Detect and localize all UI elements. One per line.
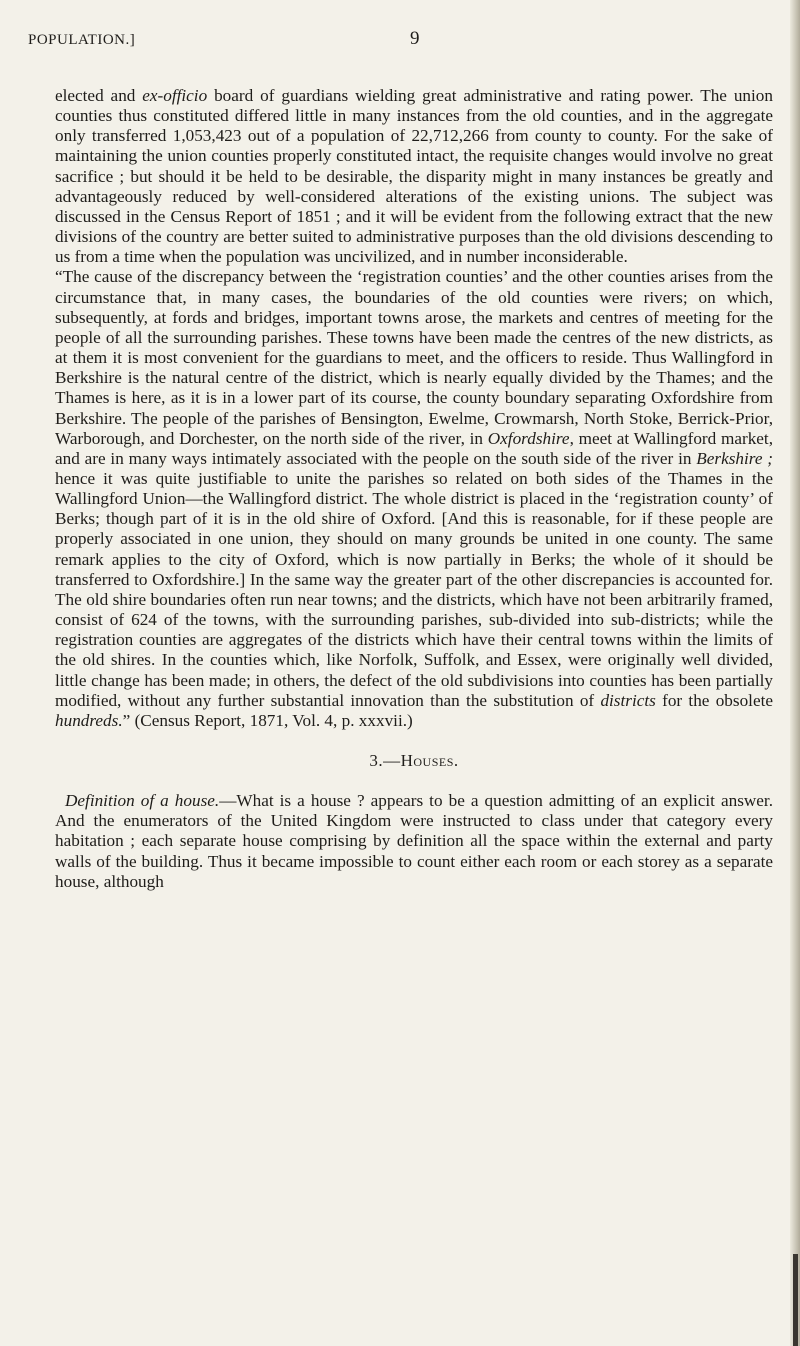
definition-title: Definition of a house. bbox=[65, 791, 220, 811]
paragraph-elected-board bbox=[55, 86, 773, 267]
paragraph-census-quote bbox=[55, 267, 773, 731]
running-head-section: POPULATION.] bbox=[28, 32, 136, 48]
page-edge-shadow bbox=[790, 0, 800, 1346]
text-run: ” (Census Report, 1871, Vol. 4, p. xxxvii.) bbox=[122, 710, 413, 730]
italic-text: ex-officio bbox=[142, 86, 208, 105]
running-head bbox=[28, 28, 768, 58]
section-heading bbox=[55, 751, 773, 771]
italic-text: Berkshire ; bbox=[696, 448, 774, 468]
italic-text: Oxfordshire bbox=[487, 428, 570, 448]
italic-text: districts bbox=[600, 690, 656, 710]
section-number: 3.— bbox=[369, 751, 401, 770]
text-run: , meet at Wallingford market, and are in many ways intimately associated with the people on the south side of the river in bbox=[55, 428, 773, 468]
page-edge-mark bbox=[793, 1254, 798, 1346]
text-run: “The cause of the discrepancy between the ‘registration counties’ and the other counties arises from the circumstance that, in many cases, the boundaries of the old counties were rivers; on which, subsequently, at fords and bridges, important towns arose, the markets and centres of meeting for the people of all the surrounding parishes. These towns have been made the centres of the new districts, as at them it is most convenient for the guardians to meet, and the officers to reside. Thus Wallingford in Berkshire is the natural centre of the district, which is nearly equally divided by the Thames; and the Thames is here, as it is in a lower part of its course, the county boundary separating Oxfordshire from Berkshire. The people of the parishes of Bensington, Ewelme, Crowmarsh, North Stoke, Berrick-Prior, Warborough, and Dorchester, on the north side of the river, in bbox=[55, 267, 773, 448]
text-run: hence it was quite justifiable to unite the parishes so related on both sides of the Thames in the Wallingford Union—the Wallingford district. The whole district is placed in the ‘registration county’ of Berks; though part of it is in the old shire of Oxford. [And this is reasonable, for if these people are properly associated in one union, they should on many grounds be united in one county. The same remark applies to the city of Oxford, which is now partially in Berks; the whole of it should be transferred to Oxfordshire.] In the same way the greater part of the other discrepancies is accounted for. The old shire boundaries often run near towns; and the districts, which have not been arbitrarily framed, consist of 624 of the towns, with the surrounding parishes, sub-divided into sub-districts; while the registration counties are aggregates of the districts which have their central towns within the limits of the old shires. In the counties which, like Norfolk, Suffolk, and Essex, were originally well divided, little change has been made; in others, the defect of the old subdivisions into counties has been partially modified, without any further substantial innovation than the substitution of bbox=[55, 468, 773, 710]
section-title: Houses. bbox=[400, 751, 459, 770]
page-number: 9 bbox=[410, 28, 420, 49]
text-run: board of guardians wielding great administrative and rating power. The union counties thus constituted differed little in many instances from the old counties, and in the aggregate only transferred 1,053,423 out of a population of 22,712,266 from county to county. For the sake of maintaining the union counties properly constituted intact, the requisite changes would involve no great sacrifice ; but should it be held to be desirable, the disparity might in many instances be greatly and advantageously reduced by well-considered alterations of the existing unions. The subject was discussed in the Census Report of 1851 ; and it will be evident from the following extract that the new divisions of the country are better suited to administrative purposes than the old divisions descending to us from a time when the population was uncivilized, and in number inconsiderable. bbox=[55, 86, 773, 267]
text-run: elected and bbox=[55, 86, 143, 105]
definition-text: —What is a house ? appears to be a question admitting of an explicit answer. And the enumerators of the United Kingdom were instructed to class under that category every habitation ; each separate house comprising by definition all the space within the external and party walls of the building. Thus it became impossible to count either each room or each storey as a separate house, although bbox=[55, 791, 773, 891]
paragraph-definition-house bbox=[55, 791, 773, 892]
italic-text: hundreds. bbox=[55, 710, 123, 730]
text-run: for the obsolete bbox=[655, 690, 773, 710]
body-text bbox=[55, 86, 773, 892]
